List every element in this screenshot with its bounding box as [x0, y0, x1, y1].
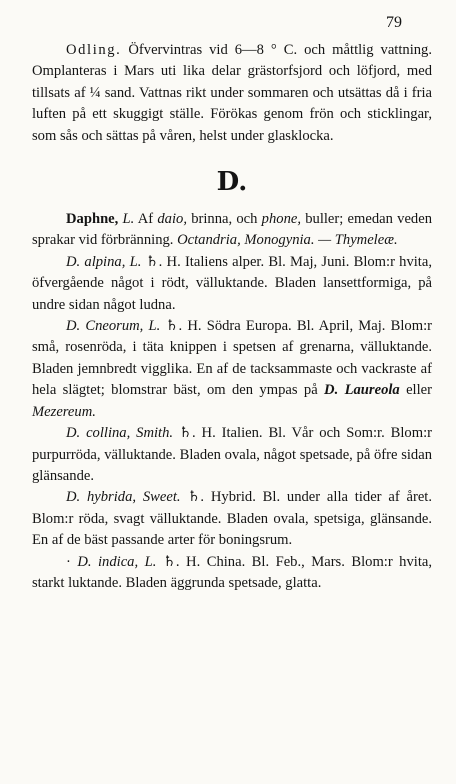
genus-text-3: buller; emedan veden sprakar vid förbränning.	[32, 211, 433, 249]
species-ref: Mezereum.	[32, 403, 96, 420]
species-text: H. Södra Europa. Bl. April, Maj. Blom:r små, rosenröda, i täta knippen i spetsen af grenarna, välluktande. Bladen jemnbredt vigglika. En af de tacksammaste och vackraste af hela slägtet; blomstrar bäst, om den ympas på	[32, 318, 432, 399]
species-name: D. collina, Smith.	[66, 425, 174, 442]
genus-author: L.	[122, 211, 135, 228]
species-entry	[32, 252, 432, 316]
species-text: Hybrid. Bl. under alla tider af året. Blom:r röda, svagt välluktande. Bladen ovala, spetsiga, glänsande. En af de bäst passande arter för boningsrum.	[32, 489, 432, 549]
genus-name: Daphne,	[66, 211, 119, 228]
species-entry	[32, 552, 432, 595]
classification: Octandria, Monogynia. — Thymeleæ.	[177, 232, 398, 249]
genus-paragraph	[32, 209, 432, 252]
odling-text: Öfvervintras vid 6—8 ° C. och måttlig vattning. Omplanteras i Mars uti lika delar grästorfsjord och löfjord, med tillsats af ¼ sand. Vattnas rikt under sommaren och utsättas då i fria luften på ett skuggigt ställe. Förökas genom frön och sticklingar, som sås och sättas på våren, helst under glasklocka.	[32, 42, 432, 144]
shrub-symbol: ♄.	[180, 489, 205, 506]
shrub-symbol: ♄.	[160, 318, 183, 335]
shrub-symbol: ♄.	[141, 253, 163, 270]
shrub-symbol: ♄.	[173, 425, 196, 442]
section-letter: D.	[216, 167, 248, 198]
species-name: D. indica, L.	[77, 553, 157, 570]
shrub-symbol: ♄.	[156, 553, 180, 570]
species-text: eller	[399, 382, 433, 399]
species-entry	[32, 316, 432, 423]
species-text: H. Italien. Bl. Vår och Som:r. Blom:r purpurröda, välluktande. Bladen ovala, något spetsade, på öfre sidan glänsande.	[32, 425, 432, 484]
species-name: D. alpina, L.	[66, 253, 142, 270]
etymology-word-2: phone,	[261, 211, 301, 228]
species-ref: D. Laureola	[324, 382, 400, 399]
genus-text-1: Af	[134, 211, 158, 228]
species-name: D. Cneorum, L.	[66, 318, 161, 335]
entry-mark: ·	[66, 553, 78, 570]
genus-text-2: brinna, och	[186, 211, 262, 228]
species-entry	[32, 487, 432, 551]
species-text: H. China. Bl. Feb., Mars. Blom:r hvita, starkt luktande. Bladen äggrunda spetsade, glatta.	[32, 553, 433, 591]
species-name: D. hybrida, Sweet.	[66, 489, 181, 506]
species-text: H. Italiens alper. Bl. Maj, Juni. Blom:r hvita, öfvergående något i rödt, välluktande. Bladen lansettformiga, på undre sidan något ludna.	[32, 253, 432, 313]
odling-paragraph	[32, 40, 432, 147]
odling-term: Odling.	[66, 42, 122, 58]
page-number: 79	[386, 14, 402, 31]
species-entry	[32, 423, 432, 487]
etymology-word-1: daio,	[157, 211, 187, 228]
